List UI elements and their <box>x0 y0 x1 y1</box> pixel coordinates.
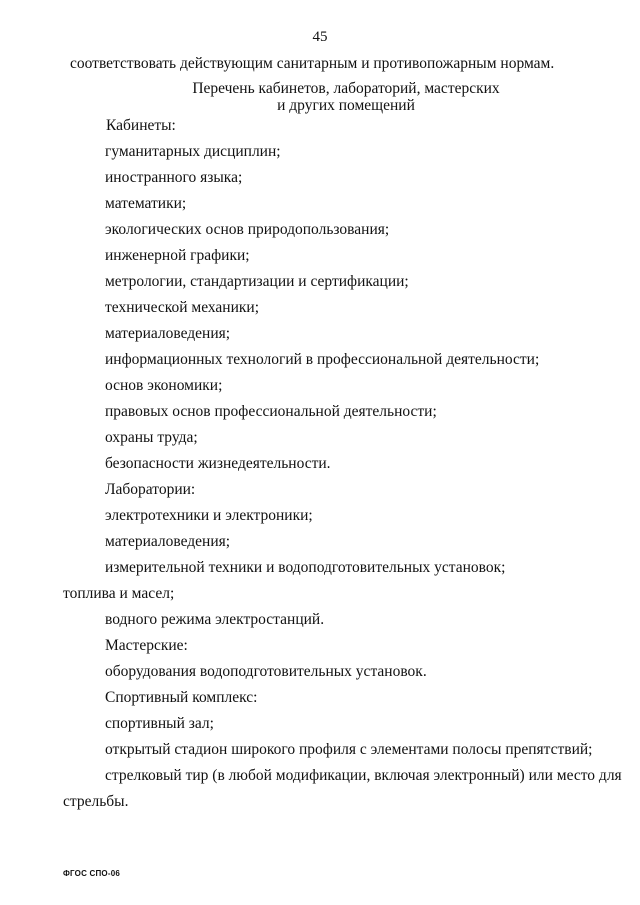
list-item: топлива и масел; <box>63 585 175 602</box>
sports-label: Спортивный комплекс: <box>105 689 258 706</box>
list-item: основ экономики; <box>105 377 223 394</box>
laboratories-label: Лаборатории: <box>105 481 196 498</box>
cabinets-label: Кабинеты: <box>106 117 176 134</box>
list-item: оборудования водоподготовительных установок. <box>105 663 427 680</box>
footer-label: ФГОС СПО-06 <box>63 869 120 878</box>
list-item: метрологии, стандартизации и сертификации; <box>105 273 409 290</box>
list-item: материаловедения; <box>105 325 231 342</box>
intro-line: соответствовать действующим санитарным и противопожарным нормам. <box>70 55 555 72</box>
list-item: стрелковый тир (в любой модификации, включая электронный) или место для <box>105 767 622 784</box>
section-heading-line1: Перечень кабинетов, лабораторий, мастерских <box>192 80 500 97</box>
workshops-label: Мастерские: <box>105 637 188 654</box>
list-item: правовых основ профессиональной деятельности; <box>105 403 437 420</box>
list-item: математики; <box>105 195 187 212</box>
list-item: спортивный зал; <box>105 715 214 732</box>
page-number: 45 <box>312 29 328 45</box>
list-item: водного режима электростанций. <box>105 611 325 628</box>
list-item: иностранного языка; <box>105 169 243 186</box>
list-item: информационных технологий в профессиональной деятельности; <box>105 351 540 368</box>
list-item: инженерной графики; <box>105 247 250 264</box>
list-item: охраны труда; <box>105 429 198 446</box>
list-item: материаловедения; <box>105 533 231 550</box>
list-item: экологических основ природопользования; <box>105 221 390 238</box>
section-heading-line2: и других помещений <box>277 97 415 114</box>
list-item: технической механики; <box>105 299 260 316</box>
list-item: безопасности жизнедеятельности. <box>105 455 331 472</box>
list-item: гуманитарных дисциплин; <box>105 143 281 160</box>
list-item-continuation: стрельбы. <box>63 793 129 810</box>
list-item: измерительной техники и водоподготовительных установок; <box>105 559 506 576</box>
list-item: открытый стадион широкого профиля с элементами полосы препятствий; <box>105 741 593 758</box>
list-item: электротехники и электроники; <box>105 507 313 524</box>
